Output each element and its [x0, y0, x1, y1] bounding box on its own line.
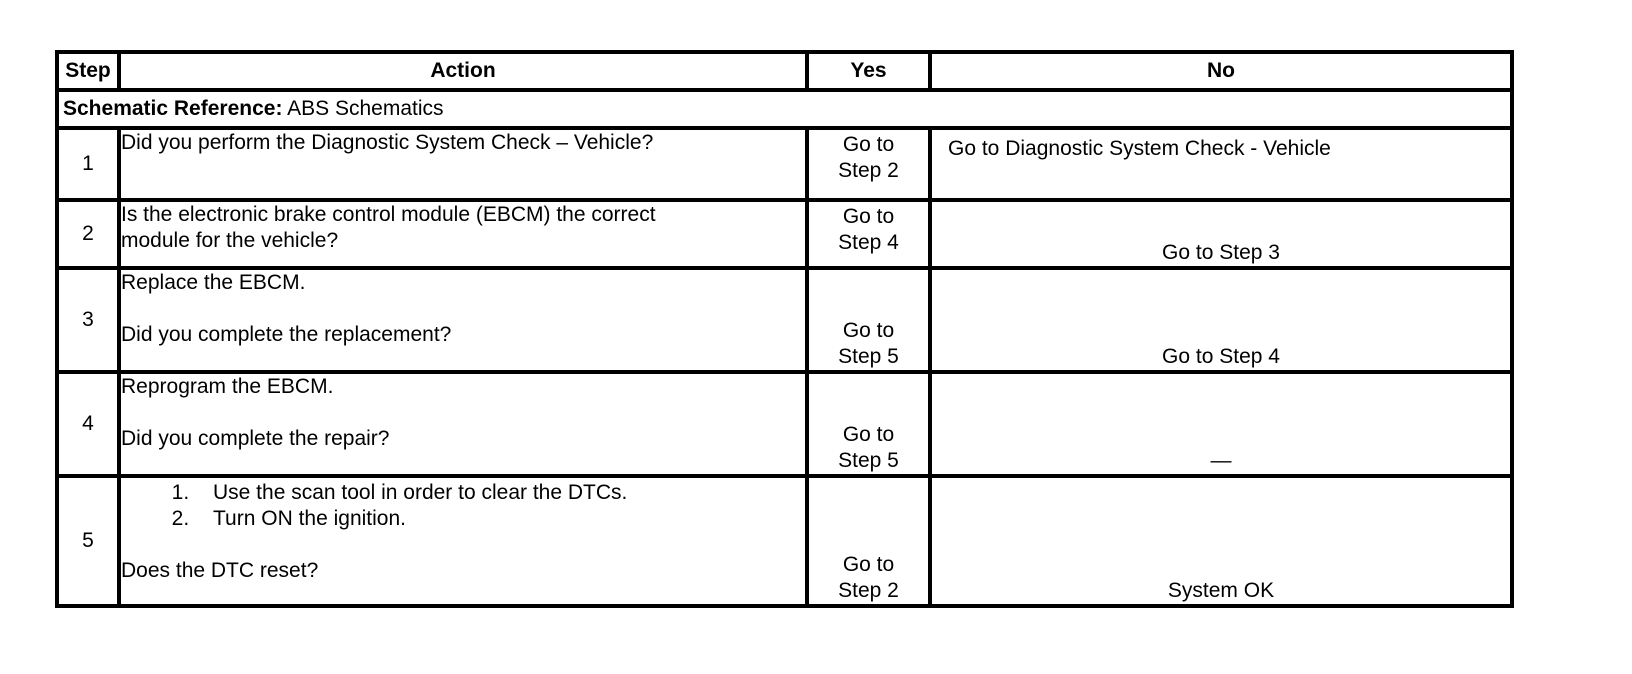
table-row: [57, 200, 1512, 268]
yes-cell[interactable]: [807, 372, 930, 476]
step-number: 1: [57, 128, 119, 200]
yes-cell[interactable]: [807, 476, 930, 606]
no-link[interactable]: Go to Step 4: [1162, 345, 1280, 368]
schematic-reference-link[interactable]: ABS Schematics: [287, 97, 444, 120]
action-text: Replace the EBCM.: [121, 271, 306, 294]
yes-text: Go to: [842, 133, 895, 156]
substep-item: 1. Use the scan tool in order to clear the DTCs.: [195, 480, 805, 506]
table-row: [57, 476, 1512, 606]
schematic-reference-label: Schematic Reference:: [63, 97, 283, 120]
action-cell: [119, 128, 807, 200]
action-cell: [119, 268, 807, 372]
header-no: No: [930, 52, 1512, 90]
no-text: System OK: [1167, 579, 1275, 602]
no-cell[interactable]: [930, 200, 1512, 268]
action-text: Is the electronic brake control module (EBCM) the correct: [121, 203, 656, 226]
yes-step[interactable]: Step 5: [838, 449, 899, 472]
header-yes: Yes: [807, 52, 930, 90]
action-question: Did you complete the repair?: [121, 427, 390, 450]
yes-step[interactable]: Step 2: [838, 579, 899, 602]
schematic-reference: [57, 90, 1512, 128]
header-action: Action: [119, 52, 807, 90]
action-question: Did you complete the replacement?: [121, 323, 452, 346]
yes-step[interactable]: Step 2: [838, 159, 899, 182]
action-cell: [119, 476, 807, 606]
action-text: module for the vehicle?: [121, 229, 339, 252]
step-number: 2: [57, 200, 119, 268]
no-cell[interactable]: [930, 128, 1512, 200]
substep-list: [121, 480, 805, 532]
header-row: [57, 52, 1512, 90]
table-row: [57, 128, 1512, 200]
step-number: 3: [57, 268, 119, 372]
yes-text: Go to: [842, 319, 895, 342]
table-row: [57, 372, 1512, 476]
yes-text: Go to: [842, 205, 895, 228]
step-number: 5: [57, 476, 119, 606]
yes-step[interactable]: Step 4: [838, 231, 899, 254]
action-text: Reprogram the EBCM.: [121, 375, 334, 398]
no-cell[interactable]: [930, 268, 1512, 372]
table-row: [57, 268, 1512, 372]
yes-cell[interactable]: [807, 128, 930, 200]
no-cell: [930, 372, 1512, 476]
no-link[interactable]: Go to Diagnostic System Check - Vehicle: [948, 137, 1331, 160]
step-number: 4: [57, 372, 119, 476]
no-dash: —: [1210, 449, 1232, 472]
action-text: Did you perform the Diagnostic System Check – Vehicle?: [121, 131, 654, 154]
no-cell: [930, 476, 1512, 606]
action-cell: [119, 200, 807, 268]
yes-text: Go to: [842, 553, 895, 576]
schematic-reference-row: [57, 90, 1512, 128]
header-step: Step: [57, 52, 119, 90]
yes-cell[interactable]: [807, 200, 930, 268]
diagnostic-table: [55, 50, 1514, 608]
yes-step[interactable]: Step 5: [838, 345, 899, 368]
substep-item: 2. Turn ON the ignition.: [195, 506, 805, 532]
yes-text: Go to: [842, 423, 895, 446]
action-question: Does the DTC reset?: [121, 559, 319, 582]
action-cell: [119, 372, 807, 476]
no-link[interactable]: Go to Step 3: [1162, 241, 1280, 264]
yes-cell[interactable]: [807, 268, 930, 372]
